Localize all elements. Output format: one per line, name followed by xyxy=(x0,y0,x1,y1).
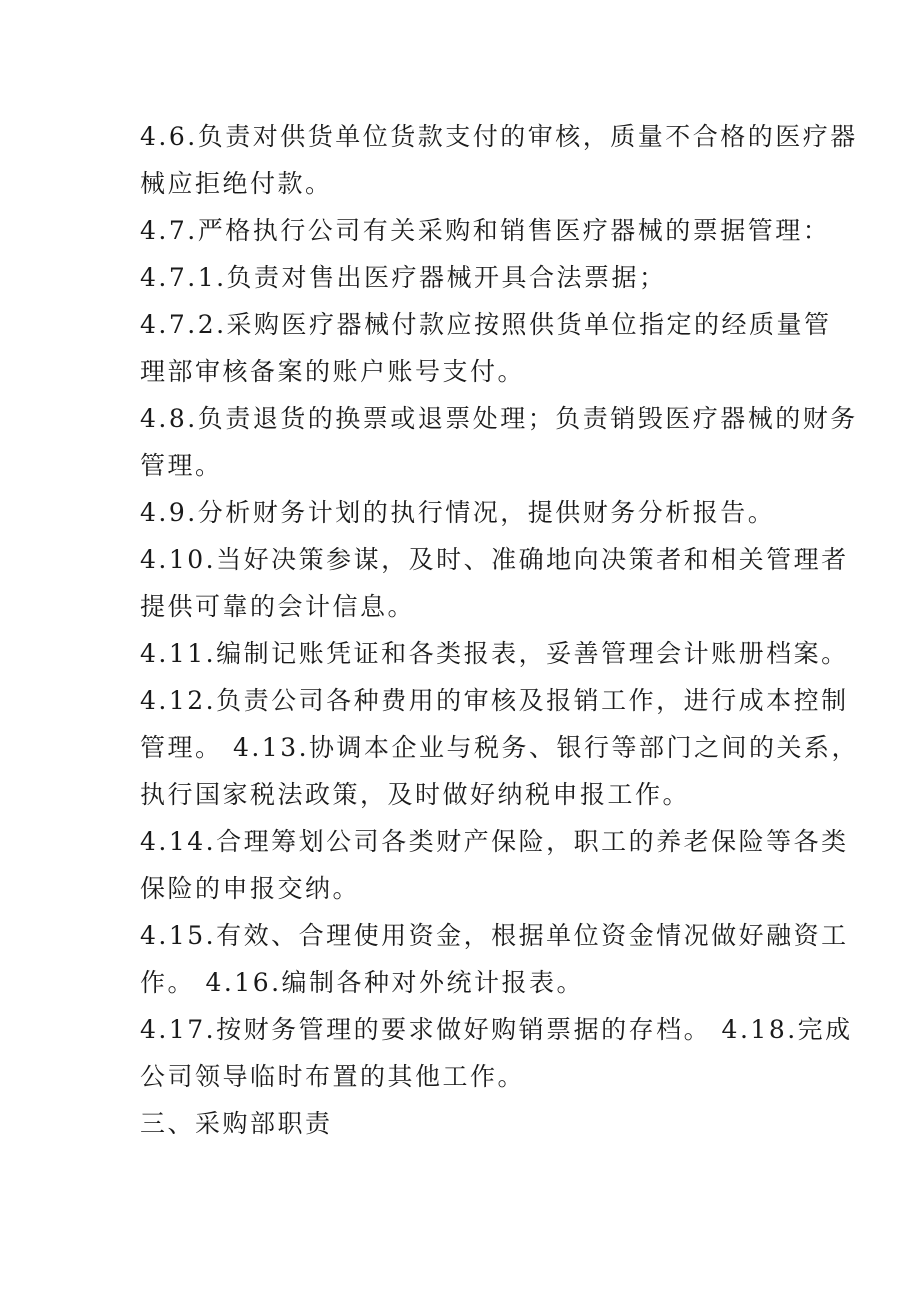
text-line: 4.8.负责退货的换票或退票处理；负责销毁医疗器械的财务 xyxy=(140,404,858,433)
text-line: 4.14.合理筹划公司各类财产保险，职工的养老保险等各类 xyxy=(140,827,849,856)
text-line: 4.7.2.采购医疗器械付款应按照供货单位指定的经质量管 xyxy=(140,310,832,339)
document-body xyxy=(140,113,860,1147)
text-line: 械应拒绝付款。 xyxy=(140,169,333,198)
text-line: 4.11.编制记账凭证和各类报表，妥善管理会计账册档案。 xyxy=(140,639,849,668)
text-line: 4.6.负责对供货单位货款支付的审核，质量不合格的医疗器 xyxy=(140,122,858,151)
text-line: 4.7.1.负责对售出医疗器械开具合法票据； xyxy=(140,263,667,292)
text-line: 4.15.有效、合理使用资金，根据单位资金情况做好融资工 xyxy=(140,921,849,950)
text-line: 4.10.当好决策参谋，及时、准确地向决策者和相关管理者 xyxy=(140,545,849,574)
section-heading: 三、采购部职责 xyxy=(140,1109,333,1138)
text-line: 公司领导临时布置的其他工作。 xyxy=(140,1062,526,1091)
text-line: 保险的申报交纳。 xyxy=(140,874,361,903)
text-line: 4.17.按财务管理的要求做好购销票据的存档。 4.18.完成 xyxy=(140,1015,853,1044)
text-line: 管理。 4.13.协调本企业与税务、银行等部门之间的关系， xyxy=(140,733,860,762)
text-line: 4.9.分析财务计划的执行情况，提供财务分析报告。 xyxy=(140,498,776,527)
text-line: 4.12.负责公司各种费用的审核及报销工作，进行成本控制 xyxy=(140,686,849,715)
text-line: 提供可靠的会计信息。 xyxy=(140,592,416,621)
text-line: 理部审核备案的账户账号支付。 xyxy=(140,357,526,386)
text-line: 执行国家税法政策，及时做好纳税申报工作。 xyxy=(140,780,691,809)
text-line: 管理。 xyxy=(140,451,223,480)
text-line: 4.7.严格执行公司有关采购和销售医疗器械的票据管理： xyxy=(140,216,831,245)
text-line: 作。 4.16.编制各种对外统计报表。 xyxy=(140,968,585,997)
